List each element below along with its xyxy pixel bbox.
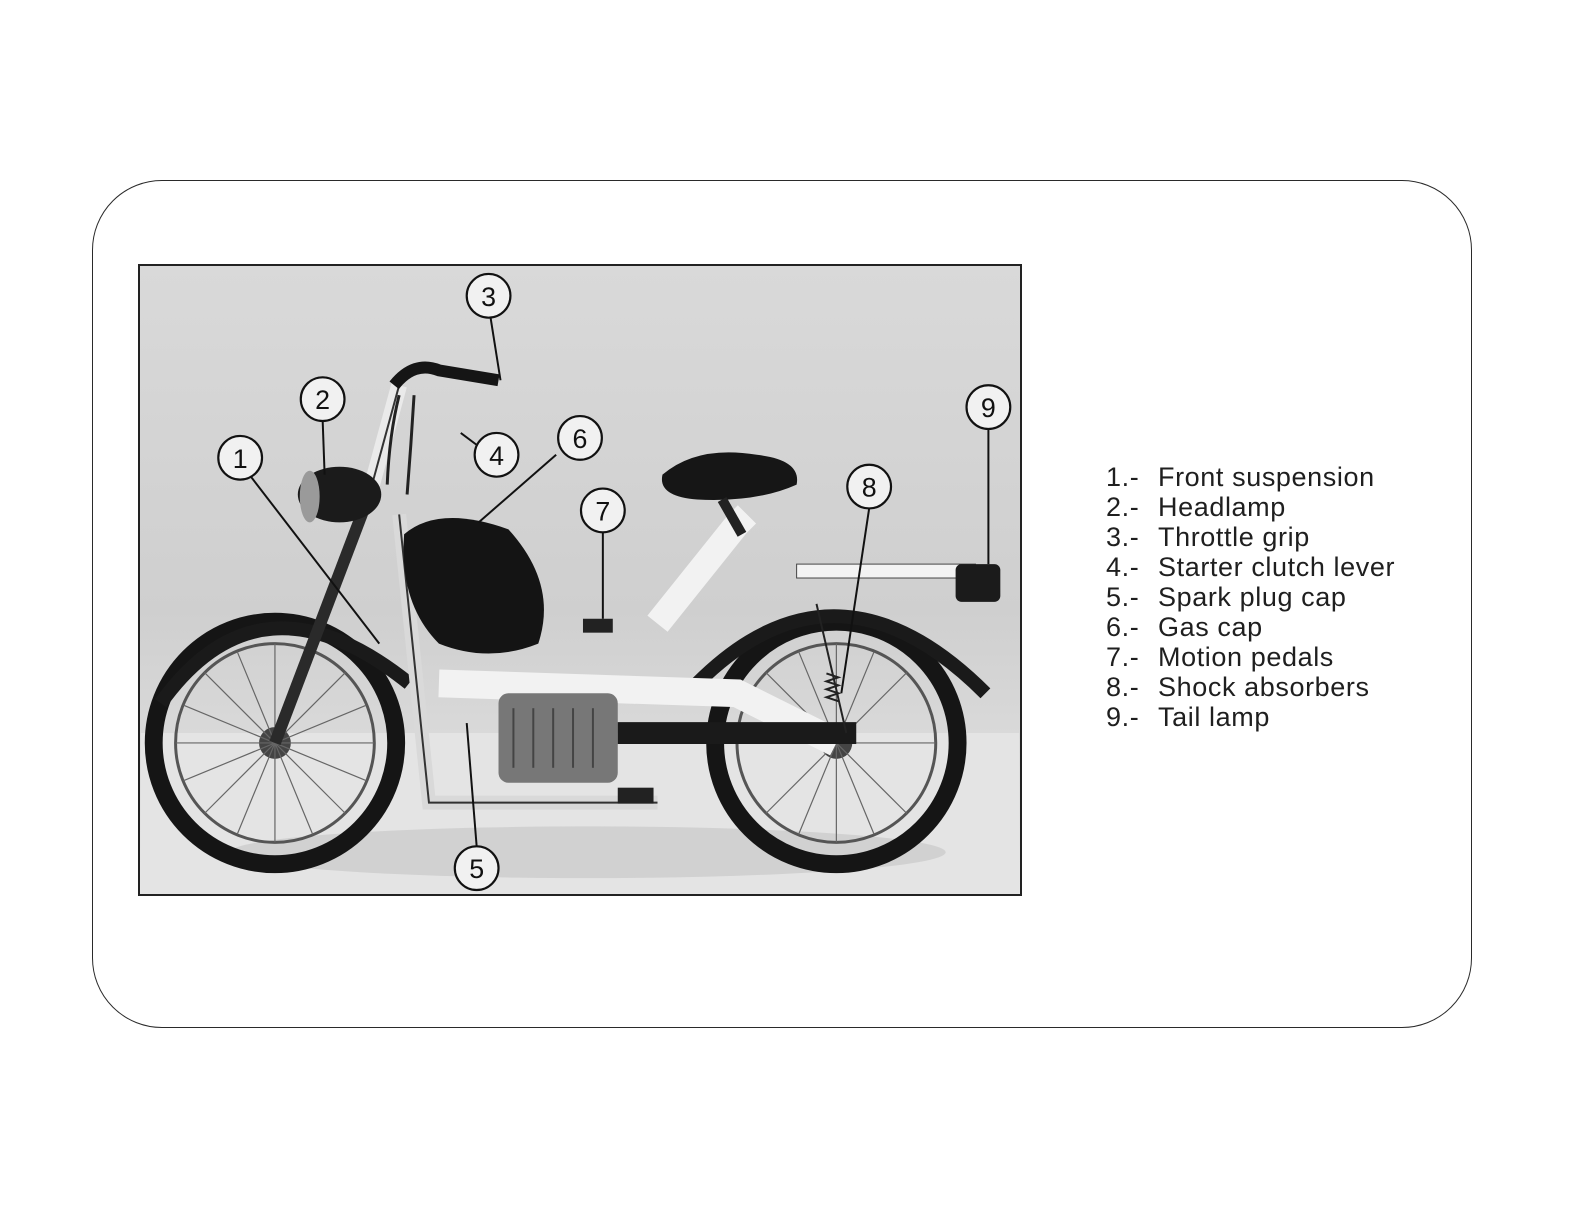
svg-text:1: 1 xyxy=(232,443,248,474)
legend-item xyxy=(1106,612,1395,642)
callout-7 xyxy=(581,489,625,533)
legend-item xyxy=(1106,462,1395,492)
legend-label: Motion pedals xyxy=(1158,642,1334,672)
legend-label: Headlamp xyxy=(1158,492,1286,522)
callout-2 xyxy=(301,377,345,421)
svg-text:6: 6 xyxy=(572,423,588,454)
legend-item xyxy=(1106,702,1395,732)
svg-text:9: 9 xyxy=(980,393,996,424)
callout-5 xyxy=(455,846,499,890)
legend-label: Spark plug cap xyxy=(1158,582,1347,612)
legend-number: 1.- xyxy=(1106,462,1140,492)
legend-number: 5.- xyxy=(1106,582,1140,612)
legend-number: 9.- xyxy=(1106,702,1140,732)
legend-number: 6.- xyxy=(1106,612,1140,642)
svg-text:3: 3 xyxy=(481,281,497,312)
parts-legend xyxy=(1106,462,1395,732)
legend-number: 4.- xyxy=(1106,552,1140,582)
callout-6 xyxy=(558,416,602,460)
legend-item xyxy=(1106,642,1395,672)
legend-number: 3.- xyxy=(1106,522,1140,552)
legend-label: Shock absorbers xyxy=(1158,672,1370,702)
callout-3 xyxy=(467,274,511,318)
legend-number: 2.- xyxy=(1106,492,1140,522)
legend-item xyxy=(1106,582,1395,612)
svg-text:2: 2 xyxy=(315,385,331,416)
legend-label: Throttle grip xyxy=(1158,522,1310,552)
callout-1 xyxy=(218,436,262,480)
moped-photo xyxy=(138,264,1022,896)
legend-item xyxy=(1106,552,1395,582)
svg-text:8: 8 xyxy=(861,472,877,503)
callout-9 xyxy=(967,385,1011,429)
legend-label: Gas cap xyxy=(1158,612,1263,642)
callout-8 xyxy=(847,465,891,509)
svg-text:5: 5 xyxy=(469,854,485,885)
svg-text:4: 4 xyxy=(489,440,504,471)
legend-item xyxy=(1106,672,1395,702)
legend-number: 8.- xyxy=(1106,672,1140,702)
moped-illustration xyxy=(140,266,1020,894)
svg-text:7: 7 xyxy=(595,496,611,527)
legend-label: Starter clutch lever xyxy=(1158,552,1396,582)
legend-item xyxy=(1106,522,1395,552)
callout-4 xyxy=(475,433,519,477)
legend-label: Front suspension xyxy=(1158,462,1375,492)
legend-number: 7.- xyxy=(1106,642,1140,672)
legend-item xyxy=(1106,492,1395,522)
legend-label: Tail lamp xyxy=(1158,702,1270,732)
